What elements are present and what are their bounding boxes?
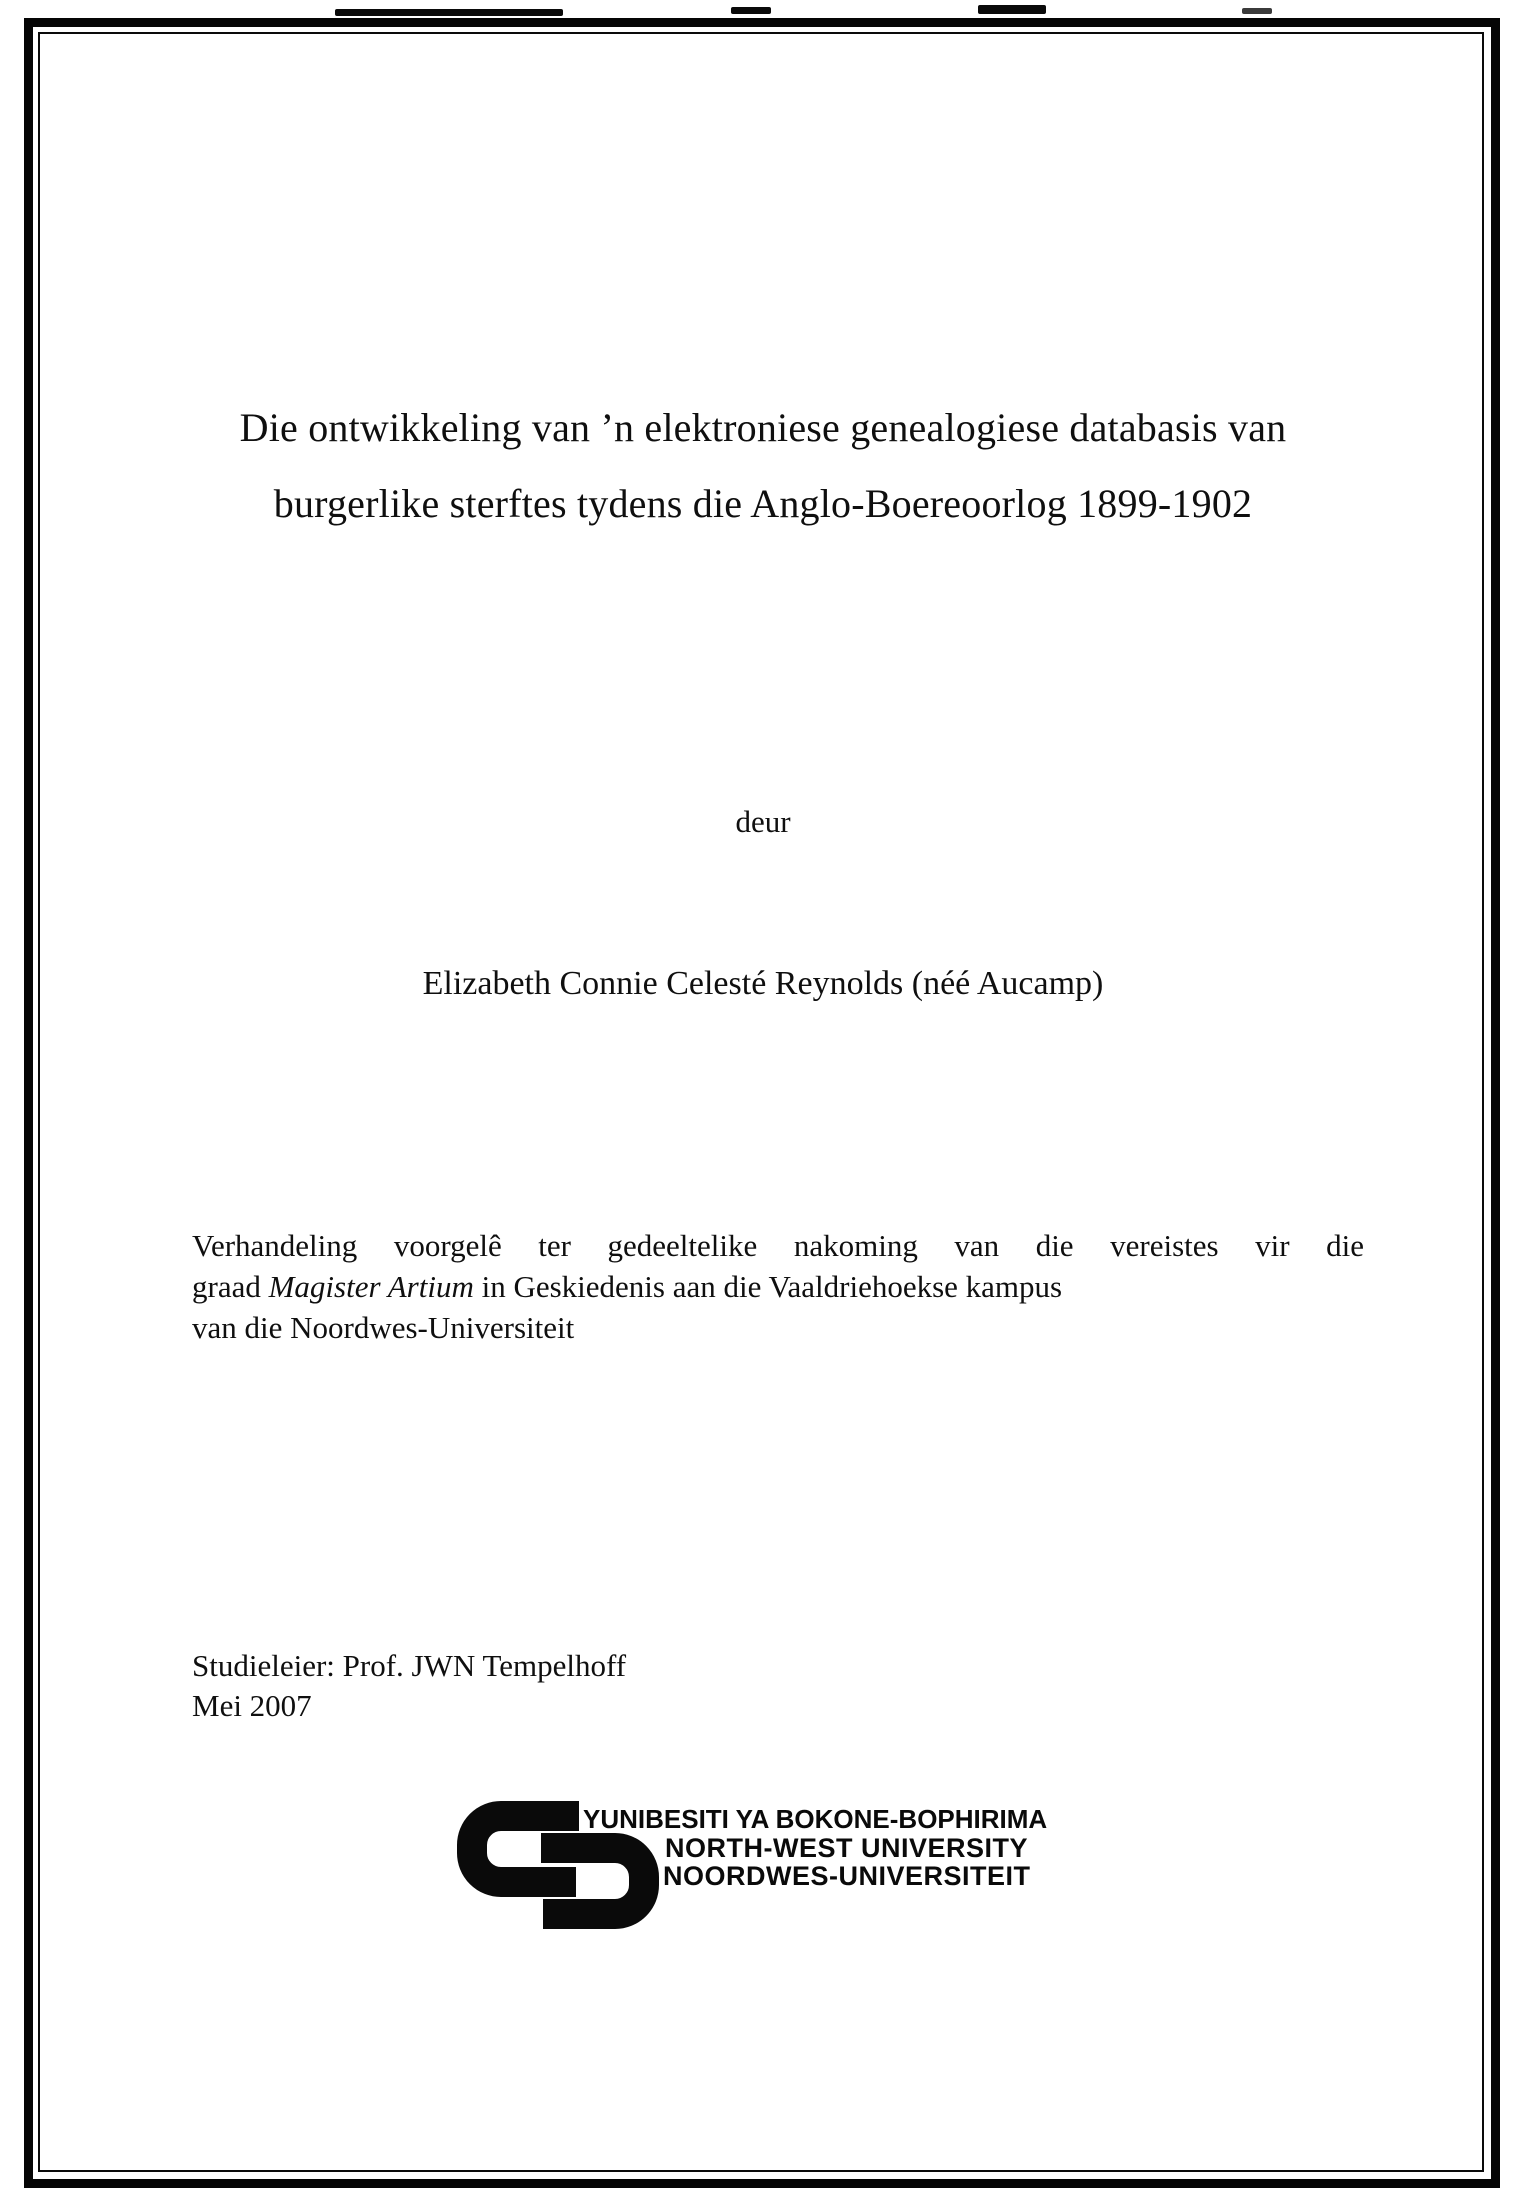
degree-name: Magister Artium	[268, 1269, 474, 1304]
scan-artifact	[731, 7, 771, 14]
scan-artifact	[978, 5, 1046, 14]
university-logo	[455, 1797, 1095, 1937]
thesis-title	[128, 390, 1398, 542]
scan-artifact	[335, 9, 563, 16]
degree-statement	[192, 1225, 1364, 1348]
thesis-title-line1: Die ontwikkeling van ’n elektroniese genealogiese databasis van	[239, 405, 1287, 450]
supervisor-block	[192, 1646, 626, 1726]
thesis-title-line2: burgerlike sterftes tydens die Anglo-Boereoorlog 1899-1902	[273, 481, 1253, 526]
logo-text-line1: YUNIBESITI YA BOKONE-BOPHIRIMA	[583, 1804, 1048, 1834]
author-name: Elizabeth Connie Celesté Reynolds (néé Aucamp)	[422, 965, 1104, 1002]
date-line: Mei 2007	[192, 1688, 312, 1723]
degree-statement-line2	[192, 1266, 1364, 1307]
scan-artifact	[1242, 8, 1272, 14]
byline: deur	[735, 804, 791, 839]
degree-statement-line2-pre: graad	[192, 1269, 269, 1304]
logo-text-line2: NORTH-WEST UNIVERSITY	[665, 1833, 1029, 1863]
degree-statement-line3: van die Noordwes-Universiteit	[192, 1310, 575, 1345]
logo-text-line3: NOORDWES-UNIVERSITEIT	[663, 1861, 1031, 1891]
supervisor-line: Studieleier: Prof. JWN Tempelhoff	[192, 1648, 627, 1683]
degree-statement-line1: Verhandeling voorgelê ter gedeeltelike nakoming van die vereistes vir die	[192, 1228, 1364, 1263]
degree-statement-line2-post: in Geskiedenis aan die Vaaldriehoekse kampus	[473, 1269, 1063, 1304]
